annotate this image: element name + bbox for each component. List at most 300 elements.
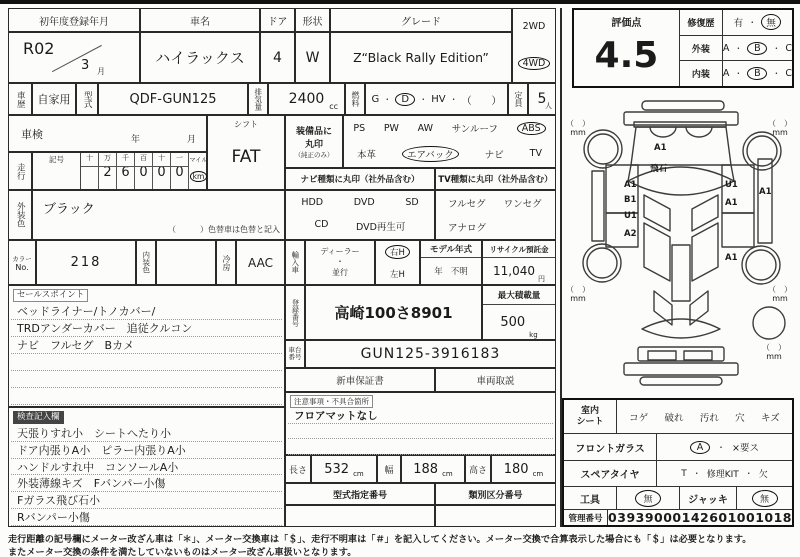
first-registration-value (8, 32, 140, 83)
mileage-table (32, 152, 207, 190)
mileage-col (135, 153, 153, 189)
equip-aw: AW (417, 122, 434, 134)
marker-right-fender-strip: A1 (759, 187, 772, 197)
import-dealer-option: ディーラー (320, 246, 360, 256)
tools-value (617, 487, 680, 509)
length-label: 長さ (288, 465, 307, 476)
equip-ps: PS (353, 122, 366, 134)
fuel-other-paren: （ ） (461, 95, 502, 107)
dot-separator: ・ (336, 257, 344, 267)
equip-leather: 本革 (356, 149, 376, 161)
displacement-label: 排気量 (253, 87, 263, 111)
equip-pw: PW (383, 122, 399, 134)
tv-oneseg: ワンセグ (503, 199, 542, 210)
spare-t-option: T (681, 468, 687, 479)
capacity-count: 5 (537, 91, 547, 107)
inspection-lines (11, 425, 282, 526)
displacement-header (248, 83, 268, 115)
reg-number: 高崎100さ8901 (334, 304, 453, 322)
seat-label1: 室内 (580, 405, 599, 416)
dot-separator: ・ (748, 17, 757, 27)
repair-yes-option: 有 (733, 18, 744, 30)
seat-label-cell (564, 400, 617, 433)
seat-hole-option: 穴 (735, 412, 745, 424)
width-cm: 188 (413, 461, 439, 477)
recycle-label: リサイクル預託金 (483, 241, 555, 258)
inspection-notes-tag: 検査記入欄 (13, 411, 64, 424)
reg-month-unit: 月 (97, 67, 105, 76)
digit-value: 6 (121, 165, 130, 180)
footer-note-line2: またメーター交換の条件を満たしていないものはメーター改ざん車扱いとなります。 (8, 547, 357, 557)
dot-separator: ・ (772, 69, 781, 79)
score-label: 評価点 (611, 18, 642, 29)
tv-analog: アナログ (448, 223, 487, 234)
dot-separator: ・ (449, 94, 458, 104)
navi-row1 (286, 197, 434, 208)
digit-value: 0 (157, 165, 166, 180)
digit-value: 0 (175, 165, 184, 180)
grade-value (330, 32, 512, 83)
door-value (260, 32, 295, 83)
chassis-number: GUN125-3916183 (360, 346, 501, 362)
color-no-value (36, 240, 136, 285)
dot-separator: ・ (383, 94, 392, 104)
marker-left-rear-door: U1 (624, 211, 637, 221)
sales-points-block (8, 285, 285, 407)
score-value-cell (574, 10, 680, 86)
mileage-sign-col (33, 153, 81, 189)
width-label: 幅 (384, 465, 394, 476)
shape-code: W (305, 49, 320, 66)
payload-value (500, 305, 537, 339)
ext-color-label: 外装色 (15, 202, 26, 228)
reg-number-value (305, 285, 482, 340)
spare-tire-value (657, 461, 792, 487)
tread-depth-spare (762, 343, 786, 361)
equipment-items (343, 115, 556, 168)
color-no-label1: カラー (12, 254, 32, 263)
inspection-line: Rバンパー小傷 (11, 509, 282, 526)
marker-left-rear-fender: A2 (624, 229, 637, 239)
fuel-label: 燃料 (351, 91, 360, 107)
equip-airbag-circled: エアバック (402, 146, 459, 162)
car-name: ハイラックス (155, 49, 245, 67)
shape-header (295, 8, 330, 32)
drivetrain-cell (512, 8, 556, 83)
sales-line (11, 388, 282, 405)
model-year-unit: 年 (434, 267, 443, 277)
int-color-label: 内装色 (141, 251, 151, 274)
import-label: 輸入車 (290, 251, 300, 274)
tools-row (564, 487, 792, 510)
caution-tag: 注意事項・不具合箇所 (290, 395, 373, 408)
class-division-header (435, 483, 556, 505)
shape-label: 形状 (302, 16, 323, 28)
equipment-row2 (344, 146, 555, 162)
dot-separator: ・ (692, 469, 701, 479)
shaken-label: 車検 (21, 128, 43, 141)
car-damage-diagram (566, 95, 794, 395)
import-handle-cell (375, 240, 420, 285)
width-unit: cm (442, 470, 453, 478)
dot-separator: ・ (734, 43, 743, 53)
interior-grade-value (723, 61, 792, 86)
digit-head: 十 (86, 154, 93, 162)
tv-type-label: TV種類に丸印（社外品含む） (438, 175, 553, 185)
shift-label: シフト (234, 120, 258, 129)
recycle-amount: 11,040 (493, 264, 535, 278)
navi-dvd: DVD (353, 196, 375, 208)
displacement-cc: 2400 (288, 91, 325, 107)
payload-label: 最大積載量 (483, 286, 555, 305)
grade-header (330, 8, 512, 32)
tread-paren: （ ） (762, 343, 786, 352)
reg-month: 3 (81, 58, 90, 73)
tread-depth-rear-left (566, 285, 590, 303)
navi-sd: SD (405, 196, 419, 208)
history-header (8, 83, 32, 115)
sales-line (11, 354, 282, 371)
mileage-header (8, 152, 32, 190)
car-name-value (140, 32, 260, 83)
interior-b-circled: B (747, 67, 767, 80)
tread-paren: （ ） (566, 285, 590, 294)
mileage-unit-mile: マイル (189, 157, 208, 164)
windshield-replace-option: ×要ス (732, 443, 759, 455)
repair-history-label: 修復歴 (680, 10, 723, 35)
model-year-label: モデル年式 (421, 241, 481, 258)
jack-label: ジャッキ (680, 487, 737, 509)
exterior-c-option: C (785, 42, 792, 54)
marker-hood: A1 (654, 143, 667, 153)
capacity-header (508, 83, 528, 115)
fuel-diesel-option-circled: D (395, 93, 415, 106)
reg-year: R02 (23, 39, 55, 58)
car-name-label: 車名 (190, 16, 210, 28)
interior-c-option: C (785, 68, 792, 80)
color-no-label2: No. (15, 262, 29, 272)
navi-cd: CD (314, 219, 329, 231)
ac-label: 冷房 (222, 254, 231, 271)
door-count: 4 (273, 49, 282, 66)
ext-color-value (32, 190, 285, 240)
mileage-sign-label: 記号 (49, 155, 64, 164)
shift-cell (207, 115, 285, 190)
mileage-label: 走行 (15, 162, 26, 180)
seat-burn-option: コゲ (629, 412, 649, 424)
navi-type-header (285, 168, 435, 190)
sales-points-lines (11, 303, 282, 405)
exterior-a-option: A (722, 42, 730, 54)
navi-row2 (301, 219, 419, 233)
repair-history-row (680, 10, 792, 36)
tv-type-header (435, 168, 556, 190)
reg-number-header (285, 285, 305, 340)
manual-label: 車両取説 (476, 376, 515, 387)
model-year-unknown: 不明 (450, 267, 468, 277)
shaken-month-unit: 月 (187, 135, 197, 145)
model-code-label: 型式 (82, 90, 93, 108)
height-label: 高さ (468, 465, 487, 476)
tv-type-items (435, 190, 556, 240)
inspection-line: 天張りすれ小 シートへたり小 (11, 425, 282, 442)
fuel-gasoline-option: G (371, 93, 380, 105)
sales-line: ナビ フルセグ Bカメ (11, 337, 282, 354)
seat-scratch-option: キズ (760, 412, 780, 424)
shift-value: FAT (231, 146, 261, 167)
spare-tire-label: スペアタイヤ (564, 461, 657, 487)
payload-cell (482, 285, 556, 340)
windshield-row (564, 434, 792, 461)
type-designation-value (285, 505, 435, 527)
equipment-header (285, 115, 343, 168)
handle-right-circled: 右H (385, 245, 410, 259)
equip-abs-circled: ABS (517, 122, 546, 135)
tread-mm-unit: mm (766, 352, 782, 362)
digit-head: 一 (176, 154, 183, 162)
grade-label: グレード (401, 16, 441, 28)
first-registration-header (8, 8, 140, 32)
chassis-header (285, 340, 305, 368)
grade-text: Z“Black Rally Edition” (353, 50, 489, 65)
caution-lines (288, 408, 553, 455)
door-header (260, 8, 295, 32)
length-unit: cm (353, 470, 364, 478)
model-code: QDF-GUN125 (129, 91, 217, 107)
spare-lack-option: 欠 (758, 470, 768, 481)
digit-head: 千 (122, 154, 129, 162)
displacement-value (268, 83, 345, 115)
dot-separator: ・ (744, 469, 753, 479)
mileage-col (171, 153, 189, 189)
seat-options (617, 400, 792, 433)
caution-block (285, 392, 556, 455)
sales-points-tag: セールスポイント (13, 289, 88, 302)
drive-4wd-option-circled: 4WD (518, 57, 551, 70)
ac-type: AAC (248, 255, 273, 270)
fuel-hv-option: HV (431, 93, 446, 105)
tread-depth-front-right (768, 119, 792, 137)
tread-mm-unit: mm (772, 128, 788, 138)
capacity-label: 定員 (514, 91, 523, 107)
width-value (401, 455, 465, 483)
height-header (465, 455, 491, 483)
digit-head: 百 (140, 154, 147, 162)
digit-head: 十 (158, 154, 165, 162)
seat-condition-row (564, 400, 792, 434)
tread-depth-rear-right (768, 285, 792, 303)
history-label: 車歴 (15, 90, 26, 108)
tv-row2 (448, 220, 486, 234)
recycle-value (493, 258, 545, 284)
marker-right-rear-door: A1 (725, 198, 738, 208)
tread-mm-unit: mm (570, 128, 586, 138)
drive-2wd-option: 2WD (522, 21, 546, 33)
model-code-value (98, 83, 248, 115)
shaken-cell (8, 115, 207, 152)
door-label: ドア (267, 16, 288, 28)
tread-paren: （ ） (768, 285, 792, 294)
equip-navi: ナビ (484, 149, 504, 161)
type-designation-label: 型式指定番号 (332, 490, 387, 501)
score-grades (680, 10, 792, 86)
spare-kit-option: 修理KIT (706, 470, 739, 481)
ext-color-header (8, 190, 32, 240)
recycle-unit: 円 (538, 275, 545, 283)
interior-grade-label: 内装 (680, 61, 723, 86)
warranty-label: 新車保証書 (336, 376, 384, 387)
fuel-header (345, 83, 365, 115)
dot-separator: ・ (734, 69, 743, 79)
inspection-line: 外装薄線キズ Fバンパー小傷 (11, 475, 282, 492)
type-designation-header (285, 483, 435, 505)
navi-dvd-play: DVD再生可 (355, 222, 406, 234)
seat-label2: シート (576, 416, 604, 427)
tread-mm-unit: mm (772, 294, 788, 304)
exterior-grade-row (680, 36, 792, 62)
history-value (32, 83, 76, 115)
length-header (285, 455, 311, 483)
exterior-grade-value (723, 36, 792, 61)
chassis-value (305, 340, 556, 368)
marker-right-front-door: U1 (725, 180, 738, 190)
import-parallel-option: 並行 (332, 267, 348, 277)
windshield-a-circled: A (690, 441, 710, 454)
handle-left-option: 左H (390, 269, 405, 280)
score-value: 4.5 (594, 34, 659, 76)
interior-a-option: A (722, 68, 730, 80)
capacity-value (528, 83, 556, 115)
tv-fullseg: フルセグ (448, 199, 486, 210)
jack-none-circled: 無 (752, 490, 778, 507)
int-color-header (136, 240, 156, 285)
reg-slash (52, 45, 102, 73)
height-value (491, 455, 556, 483)
mileage-divider (81, 166, 189, 167)
payload-unit: kg (529, 331, 538, 339)
interior-grade-row (680, 61, 792, 86)
model-code-header (76, 83, 98, 115)
payload-amount: 500 (500, 314, 526, 330)
displacement-unit: cc (329, 102, 338, 111)
top-black-bar (0, 0, 800, 4)
mileage-col (153, 153, 171, 189)
repair-history-value (723, 10, 792, 35)
ext-color-note: （ ）色替車は色替と記入 (168, 225, 280, 234)
dot-separator: ・ (717, 442, 726, 452)
import-dealer-cell (305, 240, 375, 285)
length-value (311, 455, 377, 483)
tools-label: 工具 (564, 487, 617, 509)
class-division-label: 類別区分番号 (468, 490, 523, 501)
mileage-col (117, 153, 135, 189)
reg-number-label: 登録番号 (291, 298, 300, 327)
score-box (572, 8, 794, 88)
digit-value: 0 (139, 165, 148, 180)
dot-separator: ・ (772, 43, 781, 53)
marker-windshield-stone-chip: 飛石 (650, 164, 668, 174)
equipment-label1: 装備品に (295, 127, 332, 137)
sales-line: TRDアンダーカバー 追従クルコン (11, 320, 282, 337)
height-cm: 180 (503, 461, 529, 477)
inspection-line: Fガラス飛び石小 (11, 492, 282, 509)
model-year-cell (420, 240, 482, 285)
height-unit: cm (532, 470, 544, 478)
marker-left-front-fender: A1 (624, 180, 637, 190)
model-year-value (434, 258, 468, 284)
import-header (285, 240, 305, 285)
exterior-grade-label: 外装 (680, 36, 723, 61)
ext-color-text: ブラック (43, 202, 95, 217)
tools-none-circled: 無 (635, 490, 661, 507)
equip-tv: TV (529, 148, 542, 160)
inspection-notes-block (8, 407, 285, 527)
windshield-value (657, 434, 792, 460)
recycle-cell (482, 240, 556, 285)
history-text: 自家用 (37, 93, 71, 106)
car-top-view-drawing (566, 95, 794, 395)
seat-stain-option: 汚れ (699, 412, 719, 424)
management-number-label: 管理番号 (564, 510, 608, 525)
marker-left-front-door: B1 (624, 195, 637, 205)
condition-table (562, 398, 794, 527)
inspection-line: ドア内張りA小 ピラー内張りA小 (11, 442, 282, 459)
shaken-year-unit: 年 (131, 135, 141, 145)
marker-rear-right: A1 (725, 253, 738, 263)
inspection-line: ハンドルすれ中 コンソールA小 (11, 459, 282, 476)
int-color-value (156, 240, 216, 285)
mileage-unit-col (189, 153, 208, 189)
tread-mm-unit: mm (570, 294, 586, 304)
management-number-row (564, 510, 792, 525)
first-registration-label: 初年度登録年月 (39, 16, 109, 28)
equipment-label3: （純正のみ） (294, 151, 334, 159)
class-division-value (435, 505, 556, 527)
caution-line: フロアマットなし (288, 408, 553, 424)
mileage-col (81, 153, 99, 189)
equipment-row1 (344, 121, 555, 135)
fuel-value (365, 83, 508, 115)
navi-type-label: ナビ種類に丸印（社外品含む） (300, 175, 420, 185)
caution-line-empty (288, 424, 553, 440)
navi-hdd: HDD (301, 196, 324, 208)
warranty-cell (285, 368, 435, 392)
mileage-unit-km-circled: km (190, 171, 208, 182)
mileage-col (99, 153, 117, 189)
car-name-header (140, 8, 260, 32)
mileage-digits (81, 153, 189, 189)
digit-head: 万 (104, 154, 111, 162)
chassis-label2: 番号 (288, 353, 302, 361)
tv-row1 (448, 196, 542, 210)
color-no-header (8, 240, 36, 285)
digit-value: 2 (103, 165, 112, 180)
equip-sunroof: サンルーフ (451, 124, 499, 136)
sales-line (11, 371, 282, 388)
caution-line-empty (288, 439, 553, 455)
windshield-label: フロントガラス (564, 434, 657, 460)
length-cm: 532 (324, 461, 350, 477)
color-no: 218 (70, 255, 102, 270)
tread-depth-front-left (566, 119, 590, 137)
management-number-value: 03939000142601001018 (608, 510, 792, 525)
navi-type-items (285, 190, 435, 240)
capacity-unit: 人 (545, 102, 552, 110)
chassis-label1: 車台 (288, 345, 302, 354)
tread-paren: （ ） (566, 119, 590, 128)
dot-separator: ・ (419, 94, 428, 104)
repair-no-circled: 無 (761, 14, 781, 30)
